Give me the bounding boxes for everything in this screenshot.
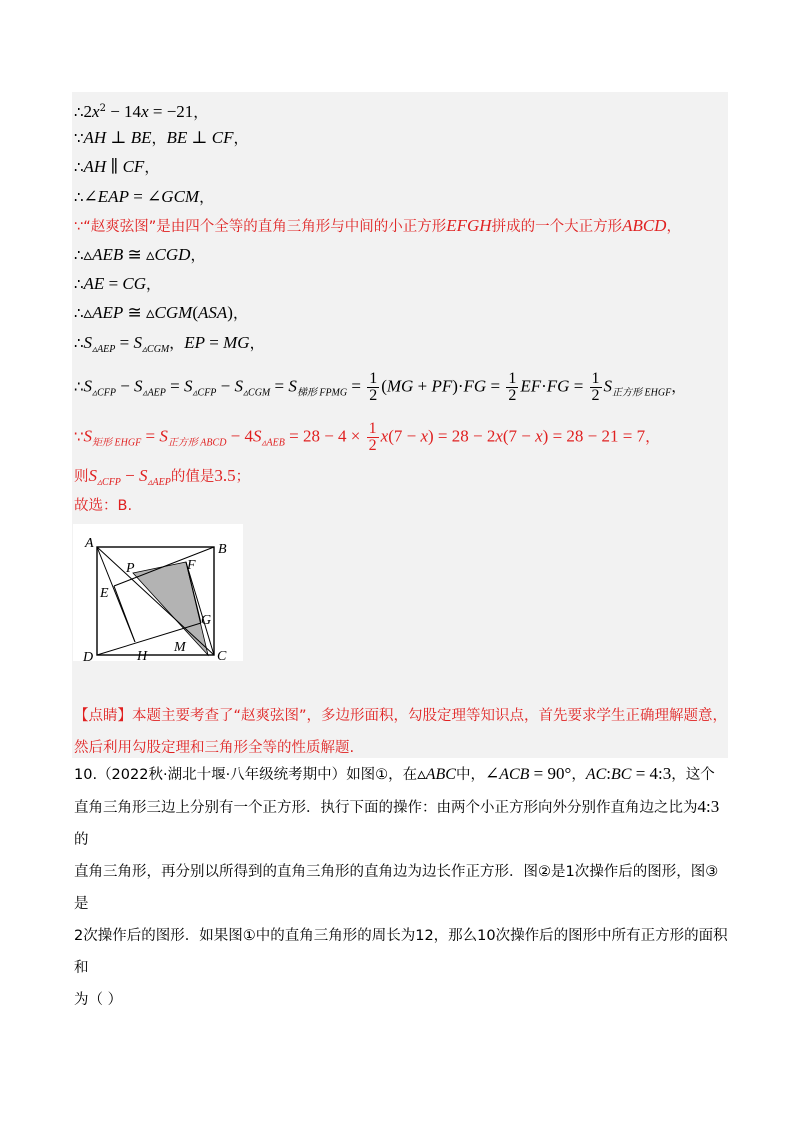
solution-line-6: ∴▵AEB ≅ ▵CGD， bbox=[74, 245, 206, 264]
label-g: G bbox=[201, 613, 212, 628]
comment-block: 【点睛】本题主要考查了“赵爽弦图”，多边形面积，勾股定理等知识点，首先要求学生正确理解题意， 然后利用勾股定理和三角形全等的性质解题. bbox=[74, 708, 728, 756]
answer-line: 故选：B. bbox=[74, 498, 133, 514]
solution-line-5: ∵“赵爽弦图”是由四个全等的直角三角形与中间的小正方形EFGH拼成的一个大正方形ABCD， bbox=[74, 216, 681, 235]
shaded-region bbox=[133, 562, 208, 655]
solution-line-4: ∴∠EAP = ∠GCM， bbox=[74, 187, 215, 206]
question-line-5: 为（ ） bbox=[74, 992, 123, 1008]
solution-line-9: $\therefore S_{▵AEP} = S_{▵CGM}$，EP = MG， bbox=[74, 333, 265, 355]
label-h: H bbox=[137, 649, 148, 661]
solution-line-2: ∵AH ⊥ BE，BE ⊥ CF， bbox=[74, 128, 249, 147]
label-p: P bbox=[126, 561, 135, 576]
solution-line-3: ∴AH ∥ CF， bbox=[74, 157, 160, 176]
label-f: F bbox=[187, 558, 196, 573]
label-d: D bbox=[83, 650, 94, 661]
label-e: E bbox=[100, 586, 109, 601]
solution-line-8: ∴▵AEP ≅ ▵CGM(ASA)， bbox=[74, 303, 248, 322]
question-10 bbox=[74, 758, 730, 1016]
question-line-4: 2次操作后的图形．如果图①中的直角三角形的周长为12，那么10次操作后的图形中所有正方形的面积和 bbox=[74, 928, 728, 976]
solution-line-7: ∴AE = CG， bbox=[74, 274, 162, 293]
solution-line-1: $\therefore 2x^2 - 14x = -21$， bbox=[74, 102, 209, 121]
question-line-1: 10.（2022秋·湖北十堰·八年级统考期中）如图①，在▵ABC中，∠ACB = 90°，AC:BC = 4:3，这个 bbox=[74, 764, 715, 783]
label-b: B bbox=[218, 542, 227, 557]
label-a: A bbox=[85, 536, 94, 551]
question-line-3: 直角三角形，再分别以所得到的直角三角形的直角边为边长作正方形．图②是1次操作后的图形，图③是 bbox=[74, 864, 719, 912]
zhao-shuang-figure bbox=[73, 524, 243, 661]
solution-line-11: $\because S_{矩形 EHGF} = S_{正方形 ABCD} - 4S_{▵AEB} = 28 - 4$ × $\frac{1}{2}$ x(7 − x) = 28 − 2x(7 − x) = 28 − 21 = 7， bbox=[74, 420, 661, 454]
comment-tag: 【点睛】 bbox=[74, 708, 132, 724]
solution-line-12: 则$S_{▵CFP} - S_{▵AEP}$的值是3.5； bbox=[74, 466, 251, 488]
label-m: M bbox=[174, 640, 186, 655]
label-c: C bbox=[217, 649, 227, 661]
solution-line-10: $\therefore S_{▵CFP} - S_{▵AEP} = S_{▵CFP} - S_{▵CGM} = S_{梯形 FPMG}$ = $\frac{1}{2}$ (MG + PF)·FG = $\frac{1}{2}$ EF·FG = $\frac{1}{2}$ $S_{正方形 EHGF}$， bbox=[74, 370, 687, 404]
question-line-2: 直角三角形三边上分别有一个正方形．执行下面的操作：由两个小正方形向外分别作直角边之比为4:3的 bbox=[74, 797, 720, 848]
